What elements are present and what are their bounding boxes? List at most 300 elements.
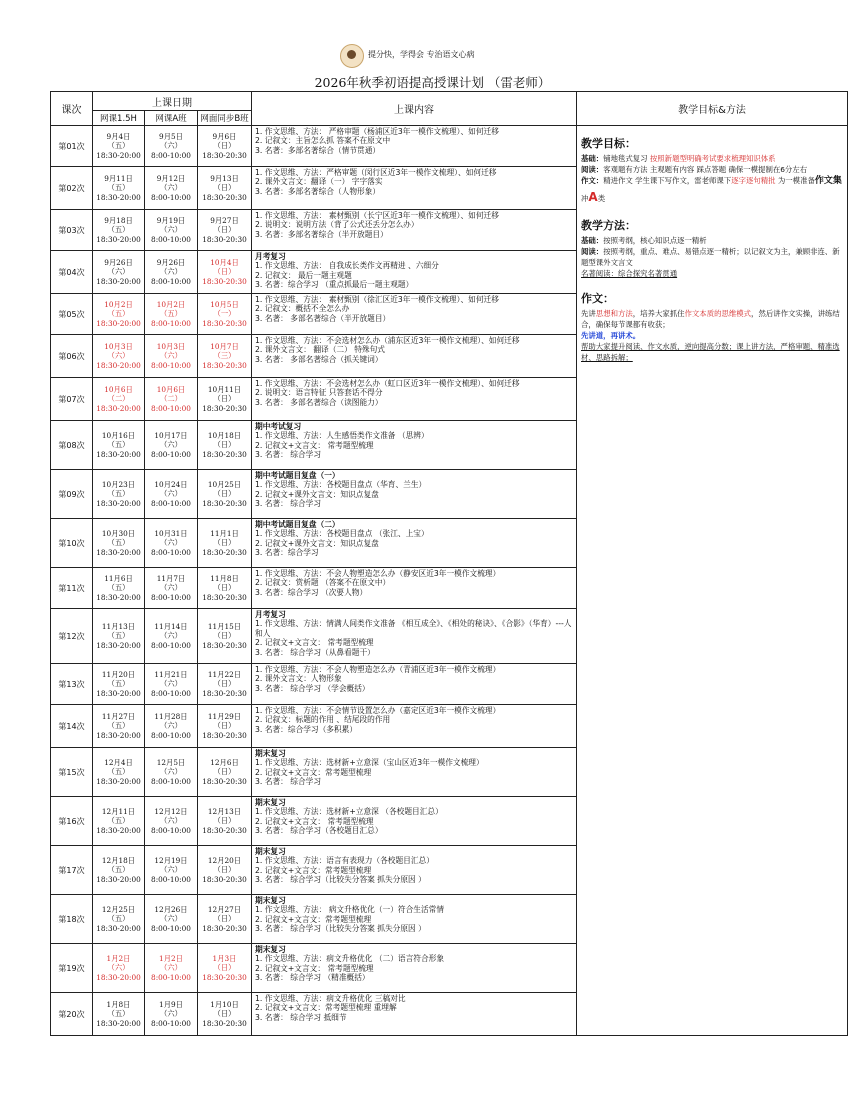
date-weekday: （六）	[160, 963, 182, 973]
content-line: 1. 作文思维、方法：病文升格优化 （二）语言符合形象	[255, 954, 445, 964]
date-day: 10月4日	[210, 258, 239, 267]
date-day: 12月11日	[101, 807, 136, 816]
class-date-cell	[93, 846, 145, 895]
date-time: 8:00-10:00	[151, 1018, 191, 1028]
date-time: 8:00-10:00	[151, 150, 191, 160]
date-weekday: （日）	[213, 489, 236, 499]
date-time: 18:30-20:30	[202, 276, 247, 286]
date-day: 11月6日	[104, 574, 133, 583]
date-weekday: （五）	[107, 489, 130, 499]
class-date-cell	[145, 470, 198, 519]
date-weekday: （日）	[213, 816, 236, 826]
date-time: 18:30-20:00	[96, 276, 141, 286]
class-date-cell	[145, 944, 198, 993]
date-weekday: （五）	[107, 721, 130, 731]
class-date-cell	[198, 126, 252, 167]
content-line: 1. 作文思维、方法：不会人物塑造怎么办（静安区近3年一模作文梳理）	[255, 569, 501, 578]
class-date-cell	[145, 335, 198, 378]
class-date-cell	[145, 126, 198, 167]
date-day: 10月6日	[104, 385, 133, 394]
date-weekday: （五）	[107, 141, 130, 151]
date-weekday: （五）	[107, 865, 130, 875]
content-line: 3. 名著： 综合学习 （学会概括）	[255, 683, 370, 693]
lesson-number: 第09次	[51, 470, 93, 519]
date-time: 18:30-20:30	[202, 449, 247, 459]
date-day: 11月27日	[101, 712, 136, 721]
date-time: 8:00-10:00	[151, 234, 191, 244]
lesson-content	[252, 167, 577, 210]
date-weekday: （五）	[107, 914, 130, 924]
date-day: 9月27日	[210, 216, 239, 225]
date-weekday: （二）	[160, 394, 182, 404]
class-date-cell	[198, 335, 252, 378]
content-line: 2. 说明文：语言特征 只答套话不得分	[255, 388, 383, 398]
class-date-cell	[93, 609, 145, 664]
date-weekday: （日）	[213, 865, 236, 875]
date-day: 10月7日	[210, 342, 239, 351]
date-day: 11月29日	[207, 712, 242, 721]
class-date-cell	[145, 519, 198, 568]
content-line: 2. 记叙文+文言文：常考题型梳理	[255, 914, 372, 924]
lesson-number: 第05次	[51, 294, 93, 335]
class-date-cell	[93, 421, 145, 470]
date-weekday: （六）	[160, 721, 182, 731]
date-time: 8:00-10:00	[151, 318, 191, 328]
date-day: 10月18日	[207, 431, 242, 440]
date-time: 18:30-20:00	[96, 360, 141, 370]
class-date-cell	[198, 895, 252, 944]
lesson-content	[252, 846, 577, 895]
date-day: 10月2日	[156, 300, 186, 309]
class-date-cell	[93, 294, 145, 335]
class-date-cell	[93, 167, 145, 210]
date-weekday: （六）	[107, 351, 130, 361]
date-time: 18:30-20:30	[202, 192, 247, 202]
content-line: 2. 课外文言文：人物形象	[255, 674, 342, 684]
class-date-cell	[198, 210, 252, 251]
date-day: 12月18日	[101, 856, 136, 865]
date-weekday: （日）	[213, 183, 236, 193]
date-weekday: （日）	[213, 141, 236, 151]
date-weekday: （六）	[160, 440, 182, 450]
class-date-cell	[93, 210, 145, 251]
date-weekday: （日）	[213, 440, 236, 450]
date-day: 9月26日	[104, 258, 133, 267]
content-line: 2. 记叙文+文言文： 常考题型梳理	[255, 638, 374, 648]
class-date-cell	[145, 251, 198, 294]
date-time: 18:30-20:00	[96, 1018, 141, 1028]
content-line: 2. 课外文言文：翻译（一） 字字落实	[255, 177, 383, 187]
date-day: 9月5日	[159, 132, 183, 141]
class-date-cell	[93, 126, 145, 167]
lesson-number: 第18次	[51, 895, 93, 944]
lesson-content	[252, 664, 577, 705]
content-line: 3. 名著：综合学习 （重点抓最后一题主观题）	[255, 280, 414, 290]
class-date-cell	[93, 519, 145, 568]
content-line: 2. 记叙文+文言文： 常考题型梳理	[255, 440, 374, 450]
date-day: 9月6日	[212, 132, 237, 141]
date-time: 8:00-10:00	[151, 972, 191, 982]
date-weekday: （日）	[213, 914, 236, 924]
slogan: 提分快，学得会 专治语文心病	[368, 50, 475, 59]
content-line: 期末复习	[255, 945, 286, 954]
class-date-cell	[198, 568, 252, 609]
date-time: 18:30-20:30	[202, 403, 247, 413]
class-date-cell	[198, 797, 252, 846]
content-line: 2. 记叙文：主旨怎么抓 答案不在原文中	[255, 136, 391, 146]
date-day: 10月6日	[156, 385, 186, 394]
date-time: 8:00-10:00	[151, 403, 191, 413]
class-date-cell	[93, 748, 145, 797]
class-date-cell	[198, 846, 252, 895]
date-weekday: （六）	[160, 538, 182, 548]
class-date-cell	[198, 944, 252, 993]
content-line: 1. 作文思维、方法：人生感悟类作文准备 （思辨）	[255, 431, 429, 441]
date-time: 8:00-10:00	[151, 449, 191, 459]
date-weekday: （六）	[160, 1009, 182, 1019]
date-day: 11月14日	[154, 622, 188, 631]
date-day: 10月25日	[207, 480, 242, 489]
class-date-cell	[198, 421, 252, 470]
date-weekday: （日）	[213, 1009, 236, 1019]
lesson-content	[252, 705, 577, 748]
date-weekday: （六）	[160, 267, 182, 277]
content-line: 1. 作文思维、方法：各校题目盘点 （张江、上宝）	[255, 529, 429, 539]
date-time: 8:00-10:00	[151, 874, 191, 884]
date-weekday: （一）	[213, 309, 236, 319]
class-date-cell	[198, 378, 252, 421]
class-date-cell	[93, 335, 145, 378]
content-line: 期末复习	[255, 847, 286, 856]
date-day: 9月19日	[156, 216, 186, 225]
lesson-number: 第01次	[51, 126, 93, 167]
content-line: 3. 名著： 综合学习	[255, 499, 322, 509]
class-date-cell	[145, 846, 198, 895]
content-line: 1. 作文思维、方法：各校题目盘点（华育、兰生）	[255, 480, 427, 490]
class-date-cell	[145, 210, 198, 251]
date-day: 1月10日	[210, 1000, 239, 1009]
class-date-cell	[198, 993, 252, 1036]
class-date-cell	[93, 797, 145, 846]
date-time: 18:30-20:30	[202, 640, 247, 650]
content-line: 3. 名著：综合学习（多积累）	[255, 724, 358, 734]
lesson-number: 第17次	[51, 846, 93, 895]
date-day: 9月11日	[104, 174, 133, 183]
page-title: 2026年秋季初语提高授课计划 （雷老师）	[314, 75, 551, 90]
content-line: 3. 名著： 综合学习（比较失分答案 抓失分原因 ）	[255, 924, 426, 934]
date-day: 1月2日	[159, 954, 183, 963]
content-line: 1. 作文思维、方法： 素材甄别（徐汇区近3年一模作文梳理）、如何迁移	[255, 295, 499, 304]
date-day: 10月23日	[101, 480, 136, 489]
date-weekday: （六）	[160, 816, 182, 826]
date-time: 18:30-20:30	[202, 1018, 247, 1028]
content-line: 1. 作文思维、方法： 严格审题（杨浦区近3年一模作文梳理）、如何迁移	[255, 127, 499, 136]
date-day: 12月12日	[154, 807, 188, 816]
content-line: 3. 名著： 多部名著综合（读图能力）	[255, 397, 383, 407]
content-line: 3. 名著：多部名著综合（人物形象）	[255, 186, 381, 196]
date-time: 8:00-10:00	[151, 688, 191, 698]
teaching-goals-methods	[577, 126, 848, 1036]
date-time: 8:00-10:00	[151, 276, 191, 286]
content-line: 期中考试题目复盘（二）	[255, 520, 340, 529]
date-time: 18:30-20:00	[96, 192, 141, 202]
essay-help: 帮助大家提升阅读、作文水质，逆向提高分数；课上讲方法，严格审题、精准选材、思路拆解；	[581, 341, 840, 363]
date-day: 12月13日	[207, 807, 242, 816]
content-line: 3. 名著：综合学习	[255, 548, 319, 558]
date-time: 8:00-10:00	[151, 776, 191, 786]
content-line: 2. 说明文：说明方法（背了公式还丢分怎么办）	[255, 220, 419, 230]
date-day: 9月26日	[156, 258, 186, 267]
content-line: 2. 记叙文+文言文：常考题型梳理 重埋解	[255, 1003, 397, 1013]
lesson-content	[252, 609, 577, 664]
content-line: 3. 名著： 多部名著综合（抓关键词）	[255, 354, 383, 364]
date-day: 1月8日	[106, 1000, 131, 1009]
class-date-cell	[198, 609, 252, 664]
date-time: 18:30-20:00	[96, 449, 141, 459]
content-line: 3. 名著： 多部名著综合（半开放题目）	[255, 313, 391, 323]
lesson-number: 第02次	[51, 167, 93, 210]
class-date-cell	[93, 664, 145, 705]
date-time: 18:30-20:00	[96, 592, 141, 602]
content-line: 2. 记叙文+课外文言文：知识点复盘	[255, 489, 379, 499]
lesson-content	[252, 895, 577, 944]
content-line: 3. 名著： 综合学习	[255, 777, 322, 787]
goal-basic: 基础：铺地毯式复习 按照新题型明确考试要求梳理知识体系	[581, 153, 776, 163]
date-weekday: （五）	[107, 816, 130, 826]
content-line: 1. 作文思维、方法：选材新+立意深（宝山区近3年一模作文梳理）	[255, 758, 484, 768]
lesson-number: 第07次	[51, 378, 93, 421]
date-weekday: （六）	[160, 583, 182, 593]
date-day: 12月6日	[210, 758, 239, 767]
date-day: 12月26日	[154, 905, 188, 914]
content-line: 2. 记叙文：概括不全怎么办	[255, 304, 350, 314]
date-time: 8:00-10:00	[151, 592, 191, 602]
content-line: 3. 名著：多部名著综合（情节贯通）	[255, 145, 381, 155]
class-date-cell	[145, 568, 198, 609]
schedule-table	[50, 91, 848, 1036]
content-line: 1. 作文思维、方法： 素材甄别（长宁区近3年一模作文梳理）、如何迁移	[255, 211, 499, 220]
date-time: 18:30-20:00	[96, 688, 141, 698]
date-day: 11月28日	[154, 712, 188, 721]
content-line: 2. 记叙文+文言文： 常考题型梳理	[255, 963, 374, 973]
date-day: 1月9日	[159, 1000, 183, 1009]
date-weekday: （三）	[213, 351, 236, 361]
date-day: 12月20日	[207, 856, 242, 865]
content-line: 1. 作文思维、方法：不会选材怎么办（浦东区近3年一模作文梳理）、如何迁移	[255, 336, 520, 345]
lesson-number: 第03次	[51, 210, 93, 251]
header-goals: 教学目标&方法	[577, 92, 848, 126]
date-weekday: （六）	[160, 631, 182, 641]
lesson-content	[252, 126, 577, 167]
lesson-number: 第06次	[51, 335, 93, 378]
content-line: 月考复习	[255, 610, 286, 619]
date-weekday: （日）	[213, 583, 236, 593]
lesson-content	[252, 993, 577, 1036]
method-classics: 名著阅读：综合探究名著贯通	[581, 269, 678, 279]
date-time: 18:30-20:30	[202, 592, 247, 602]
date-weekday: （日）	[213, 963, 236, 973]
date-weekday: （六）	[160, 914, 182, 924]
content-line: 1. 作文思维、方法：不会情节设置怎么办（嘉定区近3年一模作文梳理）	[255, 706, 501, 715]
date-weekday: （五）	[107, 183, 130, 193]
date-weekday: （五）	[107, 440, 130, 450]
date-time: 18:30-20:00	[96, 730, 141, 740]
date-weekday: （六）	[107, 963, 130, 973]
content-line: 月考复习	[255, 252, 286, 261]
class-date-cell	[198, 748, 252, 797]
content-line: 1. 作文思维、方法： 病文升格优化（一）符合生活常情	[255, 905, 445, 915]
date-time: 18:30-20:30	[202, 688, 247, 698]
date-weekday: （日）	[213, 538, 236, 548]
essay-motto: 先讲道，再讲术。	[581, 330, 641, 340]
class-date-cell	[145, 797, 198, 846]
date-day: 11月20日	[101, 670, 136, 679]
date-time: 18:30-20:00	[96, 776, 141, 786]
date-day: 11月1日	[210, 529, 239, 538]
date-weekday: （六）	[160, 225, 182, 235]
class-date-cell	[198, 664, 252, 705]
lesson-number: 第12次	[51, 609, 93, 664]
header-content: 上课内容	[252, 92, 577, 126]
lesson-number: 第04次	[51, 251, 93, 294]
date-weekday: （日）	[213, 267, 236, 277]
lesson-number: 第11次	[51, 568, 93, 609]
class-date-cell	[93, 944, 145, 993]
date-day: 12月19日	[154, 856, 188, 865]
lesson-number: 第19次	[51, 944, 93, 993]
content-line: 1. 作文思维、方法：不会选材怎么办（虹口区近3年一模作文梳理）、如何迁移	[255, 379, 520, 388]
content-line: 1. 作文思维、方法：语言有表现力（各校题目汇总）	[255, 856, 434, 866]
lesson-number: 第10次	[51, 519, 93, 568]
class-date-cell	[145, 609, 198, 664]
date-time: 18:30-20:30	[202, 874, 247, 884]
date-day: 11月13日	[101, 622, 136, 631]
date-weekday: （六）	[160, 767, 182, 777]
class-date-cell	[93, 568, 145, 609]
teacher-avatar-logo	[340, 44, 364, 68]
date-day: 11月15日	[207, 622, 242, 631]
date-time: 18:30-20:30	[202, 150, 247, 160]
header-lesson: 课次	[51, 92, 93, 126]
content-line: 1. 作文思维、方法：不会人物塑造怎么办（青浦区近3年一模作文梳理）	[255, 665, 501, 674]
date-day: 12月25日	[101, 905, 136, 914]
content-line: 1. 作文思维、方法：选材新+立意深 （各校题目汇总）	[255, 807, 443, 817]
date-day: 9月13日	[210, 174, 239, 183]
date-time: 18:30-20:30	[202, 730, 247, 740]
lesson-content	[252, 797, 577, 846]
method-reading: 阅读：按照考纲，重点、难点、易错点逐一精析；以记叙文为主，兼顾非连、新题型课外文言文	[581, 246, 840, 267]
class-date-cell	[145, 167, 198, 210]
date-weekday: （六）	[160, 351, 182, 361]
content-line: 2. 记叙文：标题的作用 、结尾段的作用	[255, 715, 391, 725]
date-time: 18:30-20:00	[96, 318, 141, 328]
class-date-cell	[198, 470, 252, 519]
table-row	[51, 126, 848, 167]
class-date-cell	[145, 748, 198, 797]
class-date-cell	[145, 421, 198, 470]
lesson-content	[252, 519, 577, 568]
content-line: 1. 作文思维、方法：情满人间类作文准备 《相互成全》、《相处的秘诀》、《合影》（华育）---人和人	[255, 619, 572, 638]
date-time: 18:30-20:00	[96, 498, 141, 508]
date-time: 18:30-20:00	[96, 640, 141, 650]
date-weekday: （六）	[160, 679, 182, 689]
header-date-col-1: 网课1.5H	[93, 111, 145, 126]
date-day: 1月2日	[106, 954, 131, 963]
date-time: 18:30-20:00	[96, 923, 141, 933]
date-day: 12月27日	[207, 905, 242, 914]
date-weekday: （六）	[160, 489, 182, 499]
lesson-number: 第13次	[51, 664, 93, 705]
date-weekday: （二）	[107, 394, 130, 404]
date-time: 8:00-10:00	[151, 730, 191, 740]
method-basic: 基础：按照考纲，核心知识点逐一精析	[581, 235, 707, 245]
lesson-content	[252, 470, 577, 519]
lesson-content	[252, 944, 577, 993]
date-day: 12月4日	[104, 758, 133, 767]
lesson-content	[252, 748, 577, 797]
content-line: 2. 记叙文+文言文：常考题型梳理	[255, 767, 372, 777]
class-date-cell	[145, 378, 198, 421]
class-date-cell	[198, 251, 252, 294]
date-weekday: （六）	[107, 267, 130, 277]
date-time: 18:30-20:00	[96, 874, 141, 884]
content-line: 3. 名著： 综合学习（从鼻看题干）	[255, 647, 375, 657]
content-line: 期中考试题目复盘（一）	[255, 471, 340, 480]
date-weekday: （日）	[213, 721, 236, 731]
date-time: 8:00-10:00	[151, 923, 191, 933]
class-date-cell	[145, 294, 198, 335]
goal-essay: 作文：精进作文 学生课下写作文，雷老师课下逐字逐句精批 为一模准备作文集 冲A类	[581, 175, 842, 205]
lesson-content	[252, 251, 577, 294]
date-time: 8:00-10:00	[151, 192, 191, 202]
date-day: 10月3日	[156, 342, 186, 351]
date-weekday: （日）	[213, 225, 236, 235]
lesson-content	[252, 378, 577, 421]
date-day: 10月3日	[104, 342, 133, 351]
date-day: 10月31日	[154, 529, 188, 538]
header-date-col-2: 网课A班	[145, 111, 198, 126]
goals-essay-heading: 作文：	[581, 292, 614, 306]
content-line: 3. 名著： 综合学习 （精准概括）	[255, 973, 370, 983]
date-time: 18:30-20:00	[96, 234, 141, 244]
lesson-content	[252, 294, 577, 335]
date-weekday: （六）	[160, 865, 182, 875]
class-date-cell	[145, 664, 198, 705]
date-time: 18:30-20:30	[202, 972, 247, 982]
lesson-content	[252, 568, 577, 609]
date-weekday: （五）	[107, 583, 130, 593]
page-header	[0, 44, 865, 68]
date-time: 18:30-20:00	[96, 972, 141, 982]
date-weekday: （五）	[107, 309, 130, 319]
date-weekday: （五）	[107, 631, 130, 641]
content-line: 2. 记叙文： 最后一题主观题	[255, 270, 352, 280]
date-time: 18:30-20:30	[202, 776, 247, 786]
date-time: 18:30-20:00	[96, 547, 141, 557]
content-line: 1. 作文思维、方法：病文升格优化 三稿对比	[255, 994, 406, 1003]
date-day: 12月5日	[156, 758, 186, 767]
date-time: 8:00-10:00	[151, 825, 191, 835]
content-line: 期末复习	[255, 896, 286, 905]
date-day: 10月2日	[104, 300, 133, 309]
content-line: 2. 记叙文：赏析题 （答案不在原文中）	[255, 578, 391, 588]
content-line: 2. 记叙文+文言文： 常考题型梳理	[255, 816, 374, 826]
date-weekday: （日）	[213, 767, 236, 777]
content-line: 3. 名著： 综合学习（比较失分答案 抓失分原因 ）	[255, 875, 426, 885]
date-weekday: （五）	[107, 679, 130, 689]
content-line: 3. 名著： 综合学习 抵细节	[255, 1012, 347, 1022]
date-day: 11月7日	[156, 574, 186, 583]
